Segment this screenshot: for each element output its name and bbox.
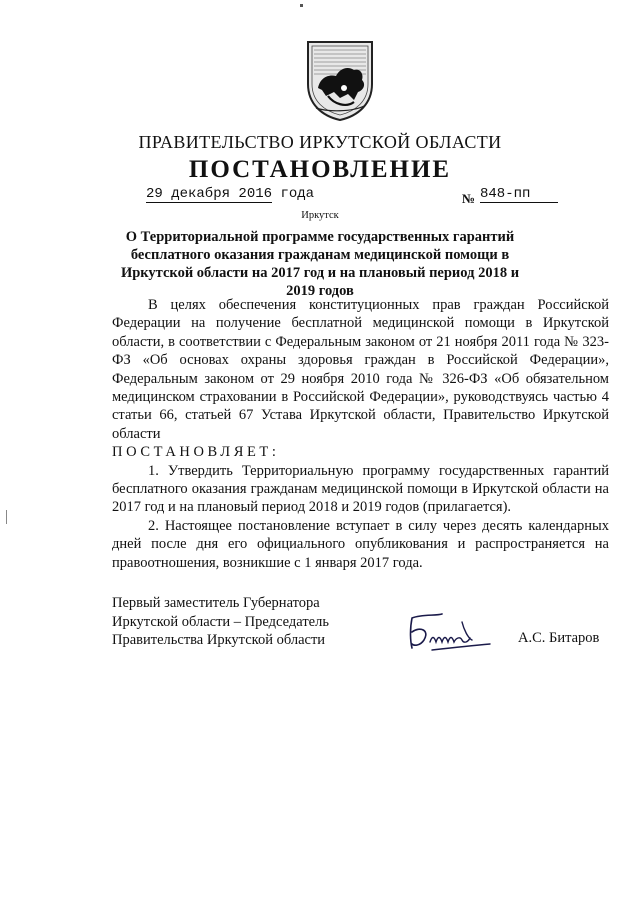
signatory-position — [112, 594, 329, 650]
document-subject: О Территориальной программе государственных гарантий бесплатного оказания гражданам медицинской помощи в Иркутской области на 2017 год и на плановый период 2018 и 2019 годов — [120, 229, 520, 299]
document-number: 848-пп — [480, 186, 558, 203]
handwritten-signature — [402, 608, 494, 654]
document-type: ПОСТАНОВЛЕНИЕ — [188, 156, 452, 183]
preamble-paragraph: В целях обеспечения конституционных прав граждан Российской Федерации на получение бесплатной медицинской помощи в Иркутской области, в соответствии с Федеральным законом от 21 ноября 2011 года № 323-ФЗ «Об основах охраны здоровья граждан в Российской Федерации», Федеральным законом от 29 ноября 2010 года № 326-ФЗ «Об обязательном медицинском страховании в Российской Федерации», руководствуясь частью 4 статьи 66, статьей 67 Устава Иркутской области, Правительство Иркутской области — [112, 297, 609, 442]
document-date-line — [146, 186, 314, 202]
resolution-item: 1. Утвердить Территориальную программу государственных гарантий бесплатного оказания гражданам медицинской помощи в Иркутской области на 2017 год и на плановый период 2018 и 2019 годов (прилагается). — [112, 462, 609, 516]
signatory-position-line: Правительства Иркутской области — [112, 632, 326, 648]
resolution-item: 2. Настоящее постановление вступает в силу через десять календарных дней после дня его официального опубликования и распространяется на правоотношения, возникшие с 1 января 2017 года. — [112, 517, 609, 571]
document-date-suffix: года — [280, 186, 315, 202]
irkutsk-coat-of-arms-icon — [304, 38, 376, 122]
signatory-position-line: Иркутской области – Председатель — [112, 613, 329, 630]
government-name: ПРАВИТЕЛЬСТВО ИРКУТСКОЙ ОБЛАСТИ — [138, 132, 502, 152]
signatory-position-line: Первый заместитель Губернатора — [112, 595, 320, 611]
scan-artifact — [300, 4, 303, 7]
document-city: Иркутск — [301, 210, 339, 221]
document-date: 29 декабря 2016 — [146, 186, 273, 202]
document-number-label: № — [462, 191, 476, 206]
resolves-heading: ПОСТАНОВЛЯЕТ: — [112, 444, 280, 461]
signer-name: А.С. Битаров — [518, 630, 600, 646]
scan-artifact — [6, 510, 7, 524]
document-body — [112, 296, 609, 572]
